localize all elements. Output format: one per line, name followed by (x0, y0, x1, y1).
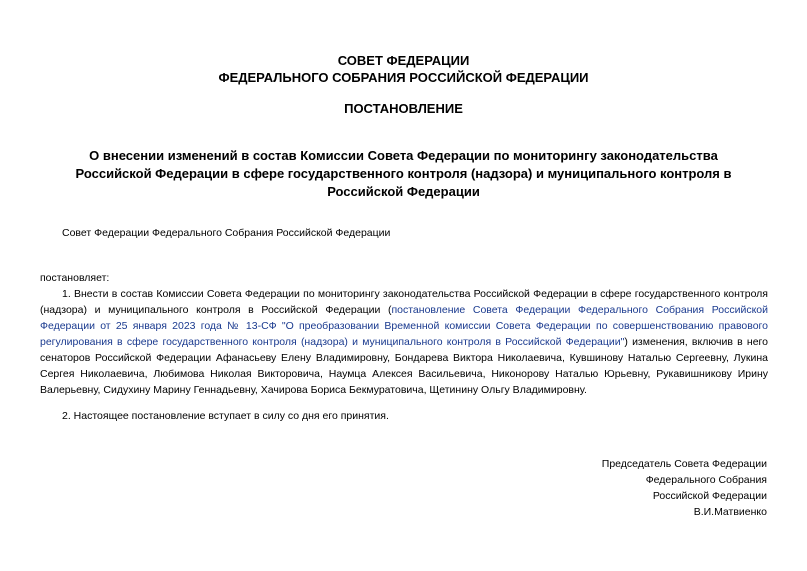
paragraph-item2: 2. Настоящее постановление вступает в силу со дня его принятия. (62, 410, 389, 422)
document-title-line3: Российской Федерации (327, 184, 480, 199)
signatory-name: В.И.Матвиенко (693, 506, 767, 518)
resolution-link[interactable]: постановление Совета Федерации Федерального Собрания Российской Федерации от 25 января 2023 года № 13-СФ "О преобразовании Временной комиссии Совета Федерации по совершенствованию правового регулирования в сфере государственного контроля (надзора) и муниципального контроля в Российской Федерации" (40, 304, 768, 348)
document-title-line1: О внесении изменений в состав Комиссии Совета Федерации по мониторингу законодательства (89, 148, 718, 163)
resolves-text: постановляет: (40, 272, 110, 284)
document-type: ПОСТАНОВЛЕНИЕ (344, 101, 463, 116)
item1-text-start: 1. Внести в состав Комиссии Совета Федерации по мониторингу законодательства Российской Федерации в сфере государственного контроля (надзора) и муниципального контроля в Российской Федерации ( (40, 288, 768, 316)
signature-title-line2: Федерального Собрания (645, 474, 767, 486)
signature-title-line3: Российской Федерации (652, 490, 767, 502)
signature-title-line1: Председатель Совета Федерации (601, 458, 767, 470)
item1-text-end: ) изменения, включив в него сенаторов Российской Федерации Афанасьеву Елену Владимировну, Бондарева Виктора Николаевича, Кувшинову Наталью Сергеевну, Лукина Сергея Николаевича, Любимова Николая Викторовича, Наумца Алексея Васильевича, Никонорову Наталью Юрьевну, Рукавишникову Ирину Валерьевну, Сидухину Марину Геннадьевну, Хачирова Бориса Бекмуратовича, Щетинину Ольгу Владимировну. (40, 336, 768, 396)
org-name-line1: СОВЕТ ФЕДЕРАЦИИ (337, 53, 470, 68)
document-title-line2: Российской Федерации в сфере государственного контроля (надзора) и муниципального контроля в (75, 166, 732, 181)
signature-block (602, 456, 767, 520)
paragraph-item1 (40, 286, 768, 398)
org-name-line2: ФЕДЕРАЛЬНОГО СОБРАНИЯ РОССИЙСКОЙ ФЕДЕРАЦИИ (218, 70, 589, 85)
intro-text: Совет Федерации Федерального Собрания Российской Федерации (62, 227, 391, 239)
